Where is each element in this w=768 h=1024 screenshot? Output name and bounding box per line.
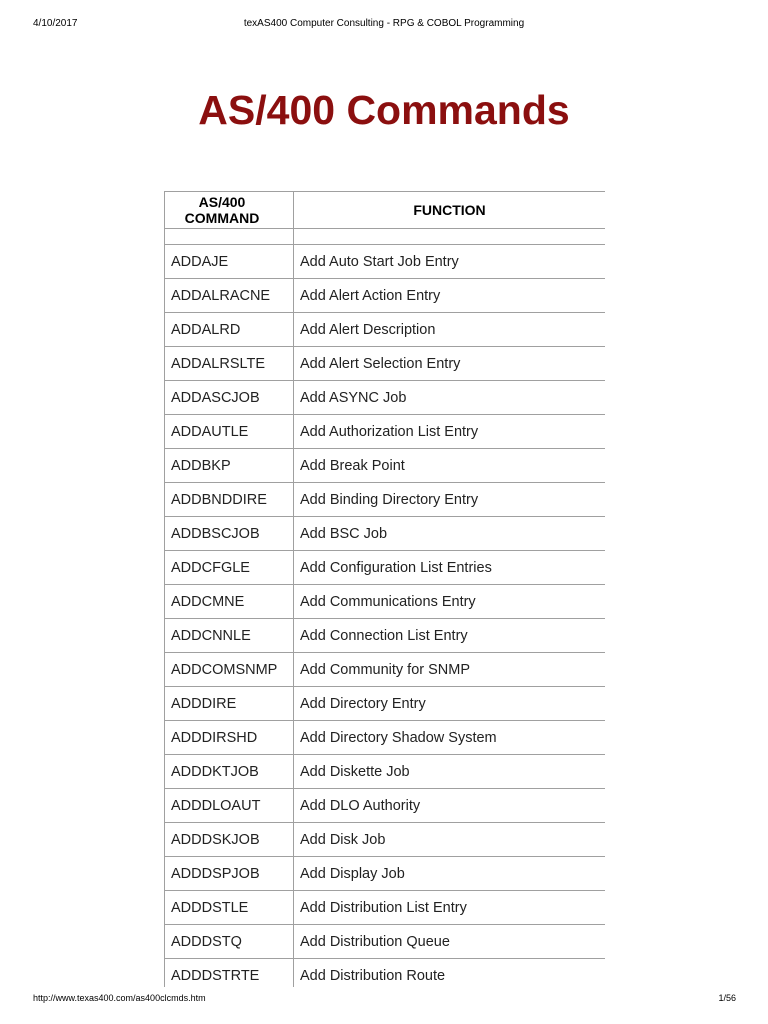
command-cell: ADDDSPJOB	[165, 857, 294, 891]
column-header-command-label: AS/400 COMMAND	[184, 194, 260, 226]
page-title: AS/400 Commands	[198, 87, 570, 133]
command-cell: ADDALRSLTE	[165, 347, 294, 381]
function-cell: Add Disk Job	[294, 823, 606, 857]
commands-table	[164, 191, 605, 987]
table-row	[165, 381, 606, 415]
command-cell: ADDALRD	[165, 313, 294, 347]
command-cell: ADDASCJOB	[165, 381, 294, 415]
footer-page-number: 1/56	[718, 993, 736, 1003]
command-cell: ADDBNDDIRE	[165, 483, 294, 517]
command-cell: ADDDKTJOB	[165, 755, 294, 789]
function-cell: Add Configuration List Entries	[294, 551, 606, 585]
footer-url: http://www.texas400.com/as400clcmds.htm	[33, 993, 206, 1003]
command-cell: ADDALRACNE	[165, 279, 294, 313]
table-row	[165, 517, 606, 551]
table-row	[165, 483, 606, 517]
table-spacer-row	[165, 229, 606, 245]
function-cell: Add Break Point	[294, 449, 606, 483]
command-cell: ADDDSTLE	[165, 891, 294, 925]
table-row	[165, 653, 606, 687]
function-cell: Add Diskette Job	[294, 755, 606, 789]
function-cell: Add Binding Directory Entry	[294, 483, 606, 517]
table-row	[165, 347, 606, 381]
table-row	[165, 687, 606, 721]
command-cell: ADDBSCJOB	[165, 517, 294, 551]
table-spacer-cell	[165, 229, 294, 245]
table-row	[165, 959, 606, 988]
function-cell: Add Auto Start Job Entry	[294, 245, 606, 279]
table-row	[165, 721, 606, 755]
table-body	[165, 229, 606, 988]
function-cell: Add Distribution Route	[294, 959, 606, 988]
column-header-function: FUNCTION	[294, 192, 606, 229]
command-cell: ADDCMNE	[165, 585, 294, 619]
table-row	[165, 891, 606, 925]
function-cell: Add Communications Entry	[294, 585, 606, 619]
function-cell: Add Display Job	[294, 857, 606, 891]
table-row	[165, 279, 606, 313]
function-cell: Add DLO Authority	[294, 789, 606, 823]
print-header-title: texAS400 Computer Consulting - RPG & COBOL Programming	[243, 18, 525, 29]
table-row	[165, 551, 606, 585]
command-cell: ADDCOMSNMP	[165, 653, 294, 687]
table-row	[165, 313, 606, 347]
table-row	[165, 789, 606, 823]
table-row	[165, 245, 606, 279]
table-spacer-cell	[294, 229, 606, 245]
commands-table-container	[164, 191, 605, 987]
command-cell: ADDCFGLE	[165, 551, 294, 585]
function-cell: Add Alert Action Entry	[294, 279, 606, 313]
command-cell: ADDAUTLE	[165, 415, 294, 449]
print-date: 4/10/2017	[33, 18, 78, 29]
function-cell: Add Directory Shadow System	[294, 721, 606, 755]
table-row	[165, 619, 606, 653]
table-row	[165, 857, 606, 891]
command-cell: ADDCNNLE	[165, 619, 294, 653]
column-header-command	[165, 192, 294, 229]
command-cell: ADDDLOAUT	[165, 789, 294, 823]
command-cell: ADDDIRE	[165, 687, 294, 721]
table-header-row	[165, 192, 606, 229]
command-cell: ADDAJE	[165, 245, 294, 279]
function-cell: Add Alert Selection Entry	[294, 347, 606, 381]
function-cell: Add Distribution Queue	[294, 925, 606, 959]
table-row	[165, 585, 606, 619]
function-cell: Add BSC Job	[294, 517, 606, 551]
function-cell: Add Directory Entry	[294, 687, 606, 721]
function-cell: Add ASYNC Job	[294, 381, 606, 415]
table-row	[165, 415, 606, 449]
function-cell: Add Connection List Entry	[294, 619, 606, 653]
command-cell: ADDDSTRTE	[165, 959, 294, 988]
function-cell: Add Alert Description	[294, 313, 606, 347]
command-cell: ADDDIRSHD	[165, 721, 294, 755]
command-cell: ADDDSTQ	[165, 925, 294, 959]
table-row	[165, 823, 606, 857]
table-row	[165, 449, 606, 483]
function-cell: Add Authorization List Entry	[294, 415, 606, 449]
table-row	[165, 755, 606, 789]
function-cell: Add Community for SNMP	[294, 653, 606, 687]
command-cell: ADDDSKJOB	[165, 823, 294, 857]
function-cell: Add Distribution List Entry	[294, 891, 606, 925]
command-cell: ADDBKP	[165, 449, 294, 483]
table-row	[165, 925, 606, 959]
